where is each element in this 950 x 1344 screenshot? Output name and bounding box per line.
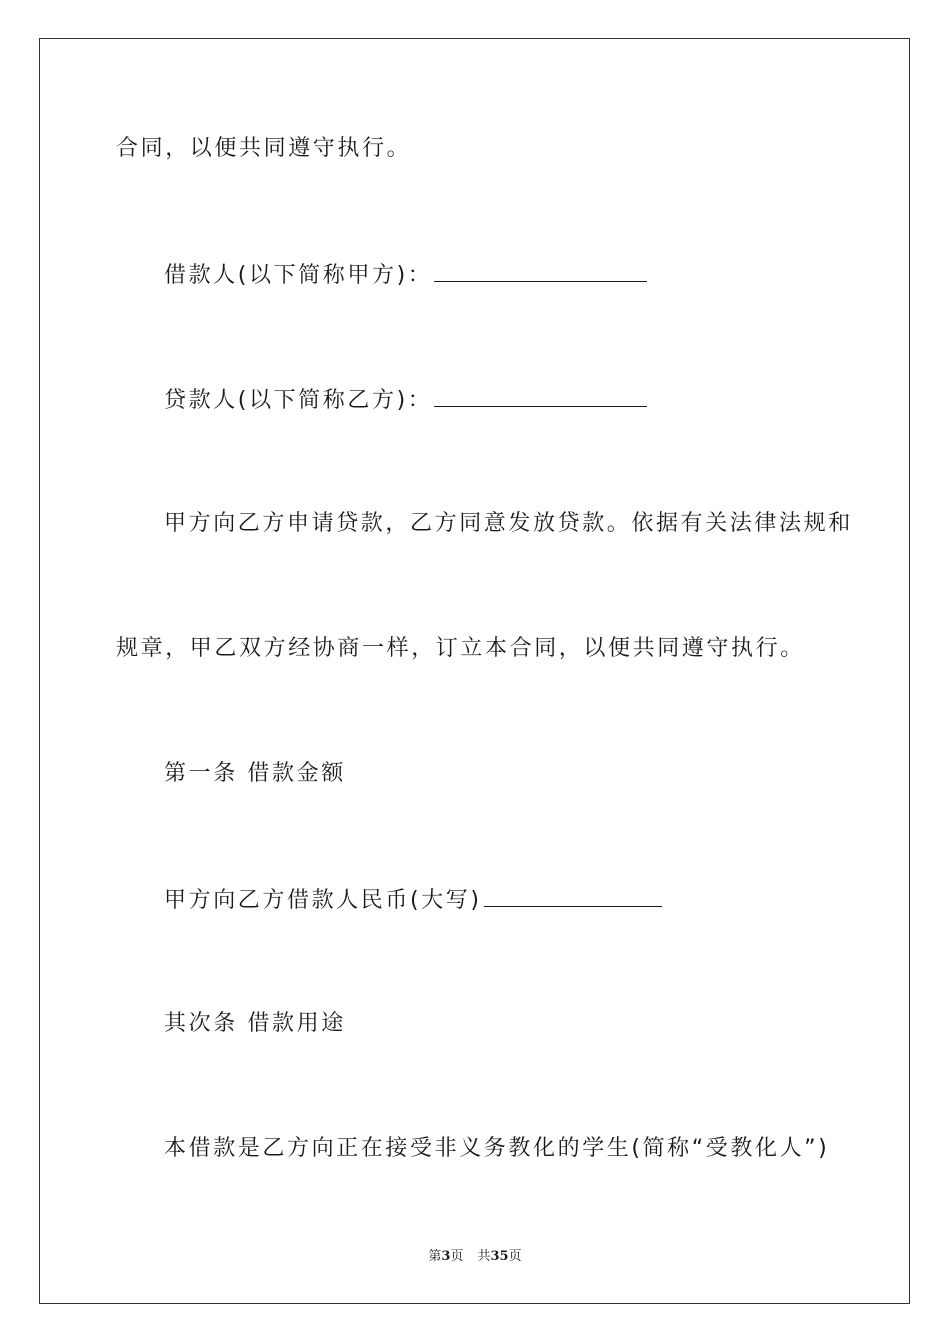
- borrower-blank[interactable]: [434, 259, 647, 282]
- footer-total-pages: 35: [490, 1249, 509, 1264]
- page-border: [39, 38, 910, 1304]
- lender-blank[interactable]: [434, 384, 647, 407]
- loan-amount-label: 甲方向乙方借款人民币(大写): [164, 888, 482, 913]
- footer-page-prefix: 第: [428, 1249, 442, 1264]
- text-line-1: 合同，以便共同遵守执行。: [116, 136, 412, 161]
- loan-amount-blank[interactable]: [484, 884, 662, 907]
- page-footer: [0, 1248, 950, 1266]
- article-2-heading: 其次条 借款用途: [164, 1011, 346, 1036]
- lender-line: [164, 384, 647, 416]
- footer-page-suffix: 页: [450, 1249, 464, 1264]
- lender-label: 贷款人(以下简称乙方)：: [164, 388, 433, 413]
- article-1-heading: 第一条 借款金额: [164, 761, 346, 786]
- text-line-9: 本借款是乙方向正在接受非义务教化的学生(简称“受教化人”): [164, 1136, 830, 1161]
- text-line-4: 甲方向乙方申请贷款，乙方同意发放贷款。依据有关法律法规和: [164, 511, 853, 536]
- borrower-line: [164, 259, 647, 291]
- loan-amount-line: [164, 884, 662, 916]
- footer-total-suffix: 页: [508, 1249, 522, 1264]
- borrower-label: 借款人(以下简称甲方)：: [164, 263, 433, 288]
- text-line-5: 规章，甲乙双方经协商一样，订立本合同，以便共同遵守执行。: [116, 636, 805, 661]
- footer-total-prefix: 共: [477, 1249, 491, 1264]
- footer-page-number: 3: [441, 1249, 451, 1264]
